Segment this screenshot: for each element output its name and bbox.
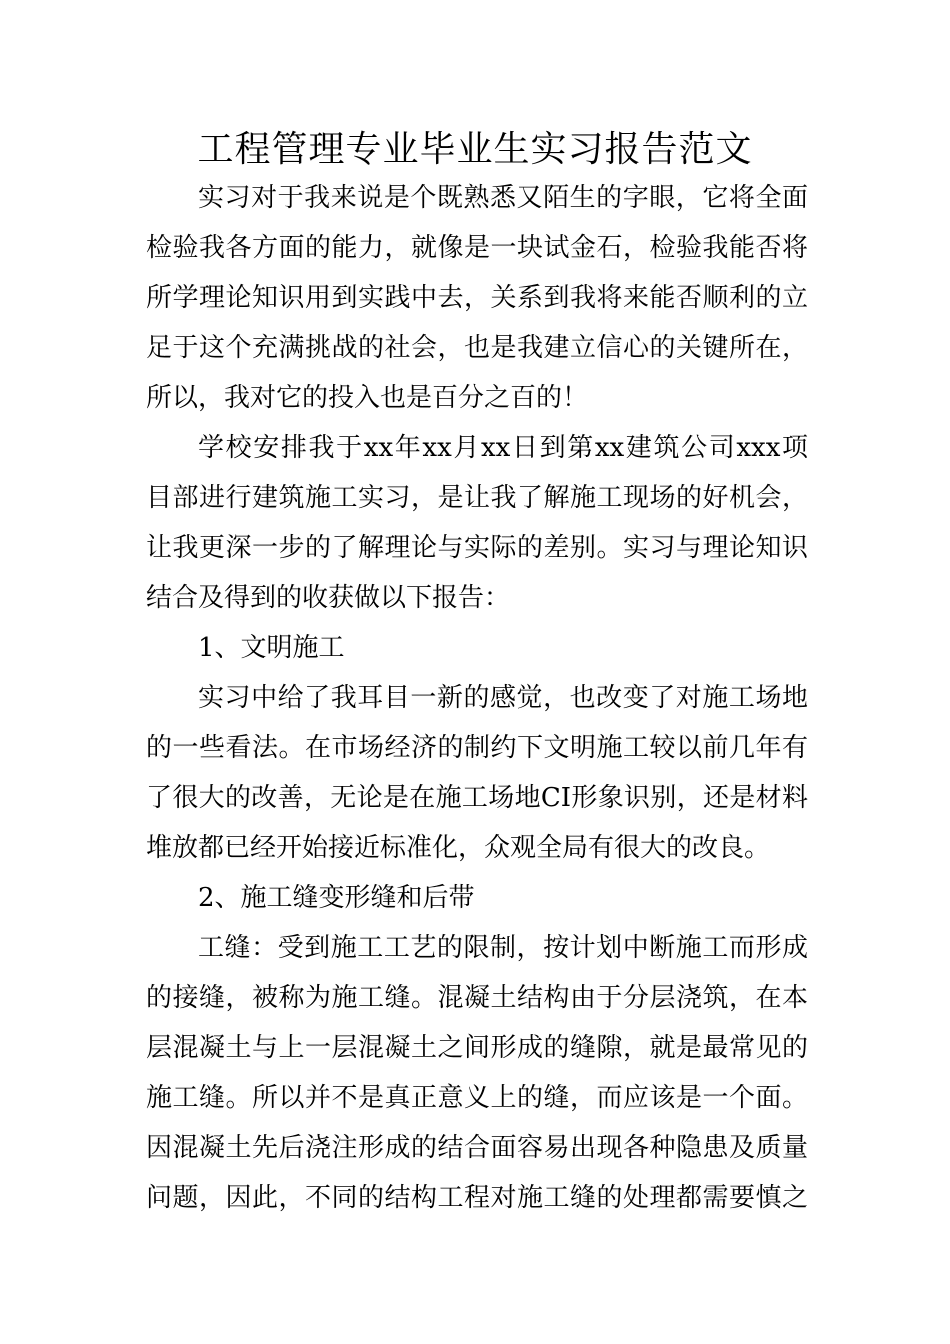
document-title: 工程管理专业毕业生实习报告范文 <box>197 129 753 170</box>
paragraph-2-line-2: 目部进行建筑施工实习，是让我了解施工现场的好机会， <box>146 483 808 513</box>
paragraph-4-line-2: 的接缝，被称为施工缝。混凝土结构由于分层浇筑，在本 <box>146 983 808 1013</box>
paragraph-4-line-3: 层混凝土与上一层混凝土之间形成的缝隙，就是最常见的 <box>146 1033 808 1063</box>
paragraph-1-line-1: 实习对于我来说是个既熟悉又陌生的字眼，它将全面 <box>198 183 808 213</box>
paragraph-2-line-3: 让我更深一步的了解理论与实际的差别。实习与理论知识 <box>146 533 808 563</box>
section-heading-1: 1、文明施工 <box>198 633 345 663</box>
paragraph-1-line-4: 足于这个充满挑战的社会，也是我建立信心的关键所在， <box>146 333 808 363</box>
paragraph-3-line-3: 了很大的改善，无论是在施工场地CI形象识别，还是材料 <box>146 783 808 813</box>
section-heading-2: 2、施工缝变形缝和后带 <box>198 883 475 913</box>
paragraph-3-line-2: 的一些看法。在市场经济的制约下文明施工较以前几年有 <box>146 733 808 763</box>
paragraph-3-line-4: 堆放都已经开始接近标准化，众观全局有很大的改良。 <box>146 833 771 863</box>
paragraph-4-line-5: 因混凝土先后浇注形成的结合面容易出现各种隐患及质量 <box>146 1133 808 1163</box>
paragraph-3-line-1: 实习中给了我耳目一新的感觉，也改变了对施工场地 <box>198 683 808 713</box>
paragraph-4-line-4: 施工缝。所以并不是真正意义上的缝，而应该是一个面。 <box>146 1083 808 1113</box>
paragraph-1-line-2: 检验我各方面的能力，就像是一块试金石，检验我能否将 <box>146 233 808 263</box>
paragraph-4-line-1: 工缝：受到施工工艺的限制，按计划中断施工而形成 <box>198 933 808 963</box>
paragraph-2-line-4: 结合及得到的收获做以下报告： <box>146 583 511 613</box>
paragraph-1-line-3: 所学理论知识用到实践中去，关系到我将来能否顺利的立 <box>146 283 808 313</box>
paragraph-1-line-5: 所以，我对它的投入也是百分之百的！ <box>146 383 589 413</box>
paragraph-4-line-6: 问题，因此，不同的结构工程对施工缝的处理都需要慎之 <box>146 1183 808 1213</box>
paragraph-2-line-1: 学校安排我于xx年xx月xx日到第xx建筑公司xxx项 <box>198 433 808 463</box>
